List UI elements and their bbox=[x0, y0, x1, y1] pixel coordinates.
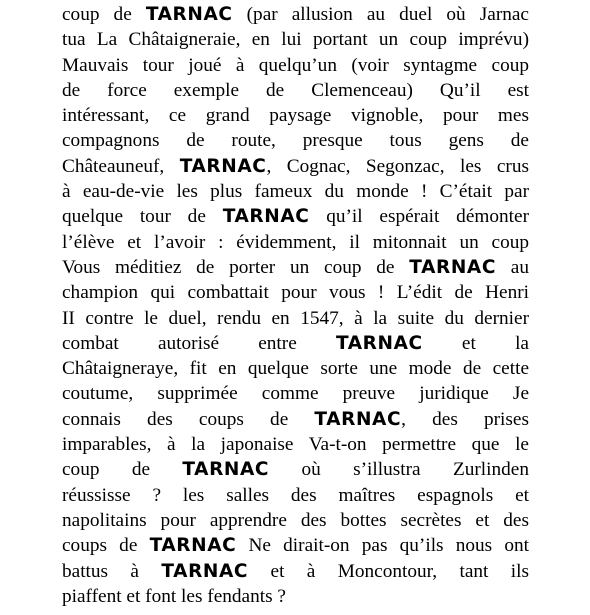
text-line bbox=[62, 559, 529, 584]
text-segment: piaffent et font les fendants ? bbox=[62, 585, 286, 607]
text-segment: où s’illustra Zurlinden bbox=[269, 459, 529, 481]
text-line bbox=[62, 483, 529, 508]
text-segment: combat autorisé entre bbox=[62, 332, 336, 354]
text-segment: napolitains pour apprendre des bottes secrètes et des bbox=[62, 509, 529, 531]
text-segment: intéressant, ce grand paysage vignoble, pour mes bbox=[62, 105, 529, 127]
text-segment: Ne dirait-on pas qu’ils nous ont bbox=[236, 535, 529, 557]
text-line bbox=[62, 331, 529, 356]
text-line bbox=[62, 53, 529, 78]
text-line bbox=[62, 179, 529, 204]
text-segment: coutume, supprimée comme preuve juridique Je bbox=[62, 383, 529, 405]
text-line bbox=[62, 27, 529, 52]
text-segment: Châtaigneraye, fit en quelque sorte une mode de cette bbox=[62, 358, 529, 380]
text-segment: tua La Châtaigneraie, en lui portant un coup imprévu) bbox=[62, 29, 529, 51]
text-segment: imparables, à la japonaise Va-t-on permettre que le bbox=[62, 434, 529, 456]
paragraph-text bbox=[62, 2, 529, 609]
text-line bbox=[62, 255, 529, 280]
text-line bbox=[62, 78, 529, 103]
text-segment: champion qui combattait pour vous ! L’édit de Henri bbox=[62, 282, 529, 304]
text-segment: qu’il espérait démonter bbox=[309, 206, 529, 228]
text-line bbox=[62, 280, 529, 305]
text-segment: Mauvais tour joué à quelqu’un (voir syntagme coup bbox=[62, 54, 529, 76]
text-segment: au bbox=[496, 256, 529, 278]
keyword-tarnac: TARNAC bbox=[314, 408, 402, 430]
text-segment: l’élève et l’avoir : évidemment, il mitonnait un coup bbox=[62, 231, 529, 253]
keyword-tarnac: TARNAC bbox=[161, 560, 249, 582]
text-segment: à eau-de-vie les plus fameux du monde ! C’était par bbox=[62, 181, 529, 203]
text-segment: de force exemple de Clemenceau) Qu’il est bbox=[62, 79, 529, 101]
text-segment: connais des coups de bbox=[62, 408, 315, 430]
keyword-tarnac: TARNAC bbox=[149, 535, 237, 557]
text-line bbox=[62, 128, 529, 153]
text-line bbox=[62, 381, 529, 406]
text-line bbox=[62, 457, 529, 482]
keyword-tarnac: TARNAC bbox=[182, 459, 270, 481]
text-line bbox=[62, 2, 529, 27]
text-segment: Châteauneuf, bbox=[62, 155, 180, 177]
text-segment: Vous méditiez de porter un coup de bbox=[62, 256, 410, 278]
keyword-tarnac: TARNAC bbox=[335, 332, 423, 354]
text-segment: coup de bbox=[62, 4, 146, 25]
text-segment: et à Moncontour, tant ils bbox=[248, 560, 530, 582]
keyword-tarnac: TARNAC bbox=[222, 206, 310, 228]
text-segment: compagnons de route, presque tous gens de bbox=[62, 130, 529, 152]
text-line bbox=[62, 584, 529, 609]
keyword-tarnac: TARNAC bbox=[409, 256, 497, 278]
text-line bbox=[62, 407, 529, 432]
text-segment: II contre le duel, rendu en 1547, à la suite du dernier bbox=[62, 307, 529, 329]
text-segment: coup de bbox=[62, 459, 183, 481]
keyword-tarnac: TARNAC bbox=[145, 4, 233, 25]
keyword-tarnac: TARNAC bbox=[179, 155, 267, 177]
text-line bbox=[62, 103, 529, 128]
text-segment: coups de bbox=[62, 535, 150, 557]
text-line bbox=[62, 204, 529, 229]
text-segment: battus à bbox=[62, 560, 162, 582]
text-line bbox=[62, 432, 529, 457]
text-segment: et la bbox=[422, 332, 529, 354]
text-line bbox=[62, 154, 529, 179]
text-line bbox=[62, 508, 529, 533]
text-segment: , des prises bbox=[401, 408, 529, 430]
text-line bbox=[62, 230, 529, 255]
text-line bbox=[62, 356, 529, 381]
text-line bbox=[62, 306, 529, 331]
text-segment: réussisse ? les salles des maîtres espagnols et bbox=[62, 484, 529, 506]
text-segment: , Cognac, Segonzac, les crus bbox=[266, 155, 529, 177]
text-segment: quelque tour de bbox=[62, 206, 223, 228]
text-line bbox=[62, 533, 529, 558]
text-segment: (par allusion au duel où Jarnac bbox=[232, 4, 529, 25]
